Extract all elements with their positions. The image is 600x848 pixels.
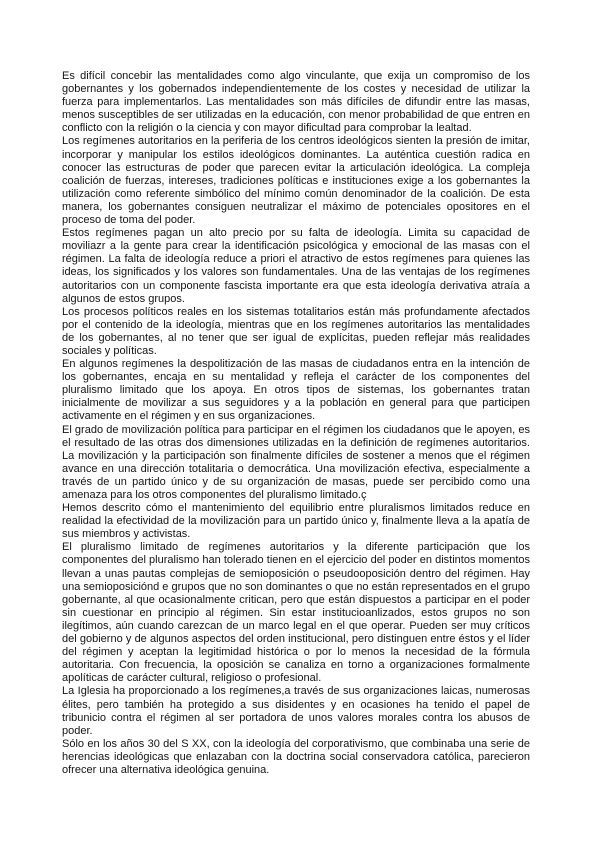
document-body — [62, 70, 530, 777]
paragraph-mentalidades-vinculante: Es difícil concebir las mentalidades como algo vinculante, que exija un compromiso de los gobernantes y los gobernados independientemente de los costes y necesidad de utilizar la fuerza para implementarlos. Las mentalidades son más difíciles de difundir entre las masas, menos susceptibles de ser utilizadas en la educación, con menor probabilidad de que entren en conflicto con la religión o la ciencia y con mayor dificultad para comprobar la lealtad. — [62, 70, 530, 135]
paragraph-pluralismo-limitado: El pluralismo limitado de regímenes autoritarios y la diferente participación que los componentes del pluralismo han tolerado tienen en el ejercicio del poder en distintos momentos llevan a unas pautas complejas de semioposición o pseudooposición dentro del régimen. Hay una semioposiciónd e grupos que no son dominantes o que no están representados en el grupo gobernante, al que ocasionalmente critican, pero que están dispuestos a participar en el poder sin cuestionar en principio al régimen. Sin estar institucioanlizados, estos grupos no son ilegítimos, aún cuando carezcan de un marco legal en el que operar. Pueden ser muy críticos del gobierno y de algunos aspectos del orden institucional, pero distinguen entre éstos y el líder del régimen y aceptan la legitimidad histórica o por lo menos la necesidad de la fórmula autoritaria. Con frecuencia, la oposición se canaliza en torno a organizaciones formalmente apolíticas de carácter cultural, religioso o profesional. — [62, 541, 530, 685]
paragraph-despolitizacion: En algunos regímenes la despolitización de las masas de ciudadanos entra en la intención de los gobernantes, encaja en su mentalidad y refleja el carácter de los componentes del pluralismo limitado que los apoya. En otros tipos de sistemas, los gobernantes tratan inicialmente de movilizar a sus seguidores y a la población en general para que participen activamente en el régimen y en sus organizaciones. — [62, 358, 530, 423]
paragraph-corporativismo: Sólo en los años 30 del S XX, con la ideología del corporativismo, que combinaba una serie de herencias ideológicas que enlazaban con la doctrina social conservadora católica, parecieron ofrecer una alternativa ideológica genuina. — [62, 737, 530, 776]
paragraph-regimenes-periferia: Los regímenes autoritarios en la periferia de los centros ideológicos sienten la presión de imitar, incorporar y manipular los estilos ideológicos dominantes. La auténtica cuestión radica en conocer las estructuras de poder que parecen evitar la articulación ideológica. La compleja coalición de fuerzas, intereses, tradiciones políticas e instituciones exige a los gobernantes la utilización como referente simbólico del mínimo común denominador de la coalición. De esta manera, los gobernantes consiguen neutralizar el máximo de potenciales opositores en el proceso de toma del poder. — [62, 135, 530, 227]
paragraph-procesos-totalitarios: Los procesos políticos reales en los sistemas totalitarios están más profundamente afectados por el contenido de la ideología, mientras que en los regímenes autoritarios las mentalidades de los gobernantes, al no tener que ser igual de explícitas, pueden reflejar más realidades sociales y políticas. — [62, 305, 530, 357]
paragraph-grado-movilizacion: El grado de movilización política para participar en el régimen los ciudadanos que le apoyen, es el resultado de las otras dos dimensiones utilizadas en la definición de regímenes autoritarios. La movilización y la participación son finalmente difíciles de sostener a menos que el régimen avance en una dirección totalitaria o democrática. Una movilización efectiva, especialmente a través de un partido único y de su organización de masas, puede ser percibido como una amenaza para los otros componentes del pluralismo limitado.ç — [62, 423, 530, 501]
paragraph-iglesia: La Iglesia ha proporcionado a los regímenes,a través de sus organizaciones laicas, numerosas élites, pero también ha protegido a sus disidentes y en ocasiones ha tenido el papel de tribunicio contra el régimen al ser portadora de unos valores morales contra los abusos de poder. — [62, 685, 530, 737]
paragraph-falta-ideologia: Estos regímenes pagan un alto precio por su falta de ideología. Limita su capacidad de moviliazr a la gente para crear la identificación psicológica y emocional de las masas con el régimen. La falta de ideología reduce a priori el atractivo de estos regímenes para quienes las ideas, los significados y los valores son fundamentales. Una de las ventajas de los regímenes autoritarios con un componente fascista importante era que esta ideología derivativa atraía a algunos de estos grupos. — [62, 227, 530, 305]
paragraph-equilibrio-pluralismos: Hemos descrito cómo el mantenimiento del equilibrio entre pluralismos limitados reduce en realidad la efectividad de la movilización para un partido único y, finalmente lleva a la apatía de sus miembros y activistas. — [62, 502, 530, 541]
